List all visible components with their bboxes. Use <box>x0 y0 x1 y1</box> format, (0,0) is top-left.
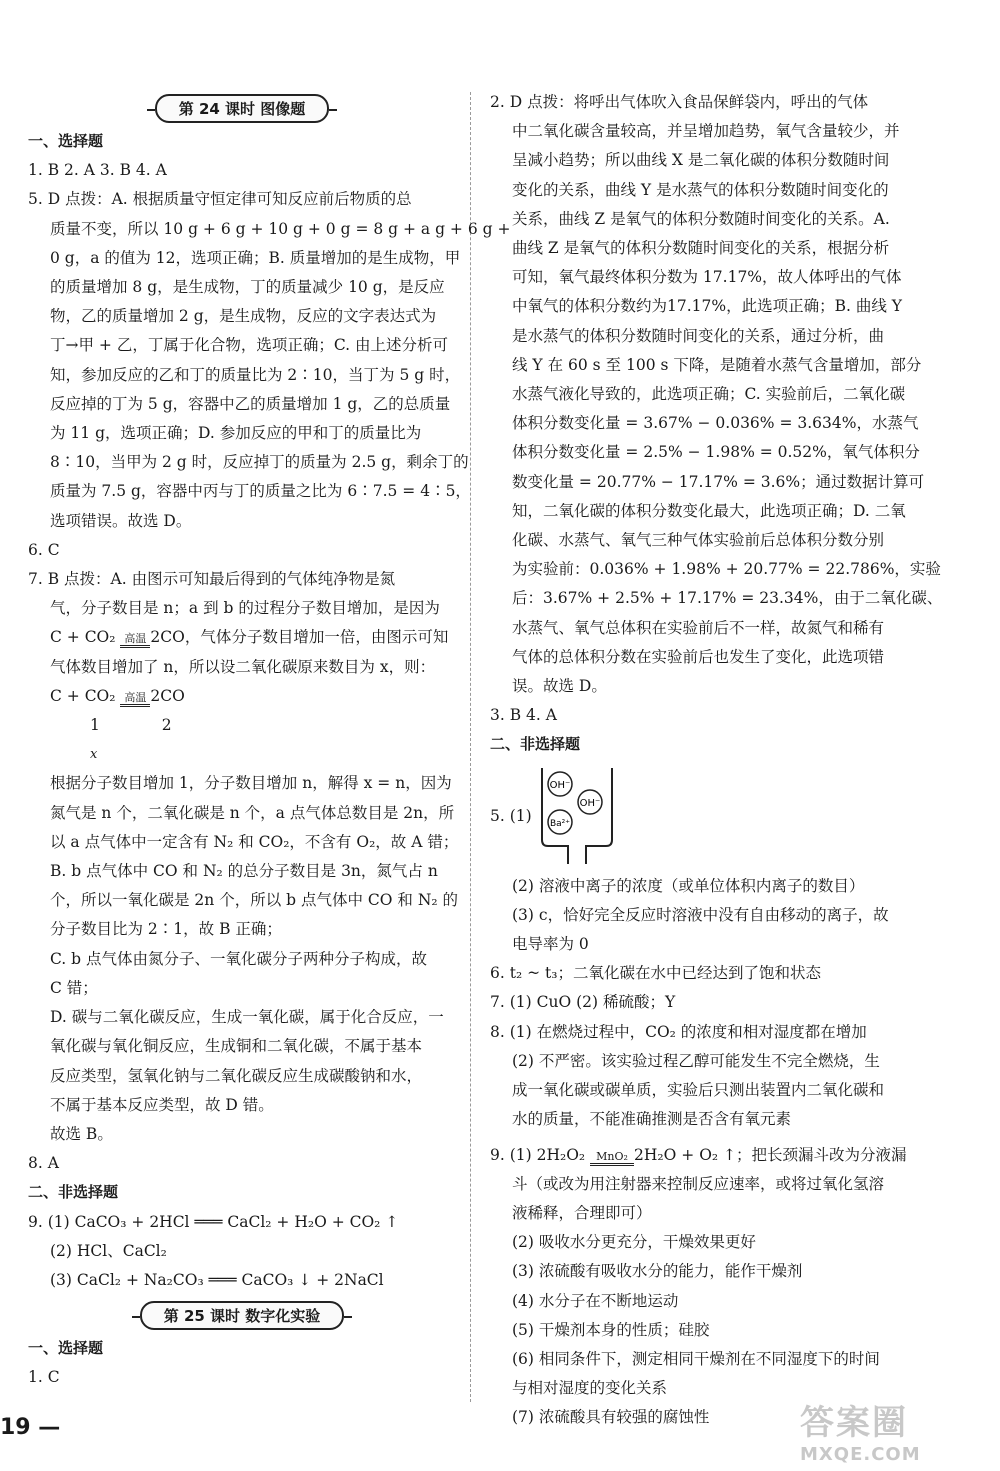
ratio-line <box>28 711 456 740</box>
q2-block <box>490 88 943 701</box>
q5-line: 5. D 点拨：A. 根据质量守恒定律可知反应前后物质的总 <box>28 190 412 209</box>
q9-line: (4) 水分子在不断地运动 <box>512 1291 679 1310</box>
q2-line: 2. D 点拨：将呼出气体吹入食品保鲜袋内，呼出的气体 <box>490 93 869 111</box>
reaction-condition <box>590 1149 634 1166</box>
q7-line: 故选 B。 <box>50 1124 113 1143</box>
equals-bar <box>590 1163 634 1166</box>
answer-line: 1. B 2. A 3. B 4. A <box>28 161 167 180</box>
equation-left: C + CO₂ <box>50 628 121 647</box>
right-column <box>490 88 943 1433</box>
q5-line: 电导率为 0 <box>512 935 589 954</box>
answer-line: 6. C <box>28 540 60 559</box>
q2-line: 中二氧化碳含量较高，并呈增加趋势，氧气含量较少，并 <box>512 122 900 141</box>
watermark-url: MXQE.COM <box>800 1444 921 1465</box>
q7-line: 分子数目比为 2∶1，故 B 正确； <box>50 920 282 939</box>
column-divider <box>470 92 471 1402</box>
equation-line <box>28 682 456 711</box>
q9-line: 与相对湿度的变化关系 <box>512 1379 668 1398</box>
equation-left: C + CO₂ <box>50 686 121 705</box>
q2-line: 中氧气的体积分数约为17.17%，此选项正确；B. 曲线 Y <box>512 297 903 316</box>
ratio-x-line <box>28 740 456 769</box>
q2-line: 知，二氧化碳的体积分数变化最大，此选项正确；D. 二氧 <box>512 501 906 520</box>
q7-block <box>28 565 459 1149</box>
q7-line: B. b 点气体中 CO 和 N₂ 的总分子数目是 3n，氮气占 n <box>50 862 438 881</box>
q9-line: 9. (1) CaCO₃ + 2HCl ═══ CaCl₂ + H₂O + CO₂ ↑ <box>28 1212 399 1231</box>
lesson-24-banner: 第 24 课时 图像题 <box>155 94 330 123</box>
q7-line: 7. (1) CuO (2) 稀硫酸；Y <box>490 993 676 1012</box>
q2-line: 水蒸气液化导致的，此选项正确；C. 实验前后，二氧化碳 <box>512 385 906 404</box>
equals-bar <box>120 645 150 648</box>
q7-line: C 错； <box>50 978 98 997</box>
q5-line: (2) 溶液中离子的浓度（或单位体积内离子的数目） <box>512 876 865 895</box>
q9-line: (2) 吸收水分更充分，干燥效果更好 <box>512 1233 756 1252</box>
ion-label-ba: Ba²⁺ <box>549 818 570 829</box>
q9-line: 液稀释，合理即可） <box>512 1203 652 1222</box>
q5-line: 物，乙的质量增加 2 g，是生成物，反应的文字表达式为 <box>50 307 437 326</box>
q9-line: (2) HCl、CaCl₂ <box>50 1241 167 1260</box>
q5-line: 知，参加反应的乙和丁的质量比为 2∶10，当丁为 5 g 时， <box>50 365 461 384</box>
q2-line: 曲线 Z 是氧气的体积分数随时间变化的关系，根据分析 <box>512 239 890 258</box>
ion-label-oh-1: OH⁻ <box>549 779 571 791</box>
q5-line: 质量为 7.5 g，容器中丙与丁的质量之比为 6∶7.5 = 4∶5， <box>50 482 471 501</box>
equals-bar <box>120 704 150 707</box>
condition-text: MnO₂ <box>596 1149 628 1163</box>
q5-line: 丁→甲 + 乙，丁属于化合物，选项正确；C. 由上述分析可 <box>50 336 448 355</box>
q5-block <box>28 185 511 535</box>
lesson-25-banner-wrap <box>28 1295 456 1334</box>
equation-right: 2H₂O + O₂ ↑；把长颈漏斗改为分液漏 <box>634 1145 907 1164</box>
reaction-condition <box>120 634 150 648</box>
q7-line: 氮气是 n 个，二氧化碳是 n 个，a 点气体总数目是 2n，所 <box>50 803 455 822</box>
q2-line: 变化的关系，曲线 Y 是水蒸气的体积分数随时间变化的 <box>512 180 889 199</box>
ratio-x: x <box>90 747 98 763</box>
equation-line <box>28 623 456 652</box>
lesson-25-banner: 第 25 课时 数字化实验 <box>140 1301 345 1330</box>
ratio-coef-2: 2 <box>161 716 172 735</box>
q2-line: 为实验前：0.036% + 1.98% + 20.77% = 22.786%，实验 <box>512 560 941 579</box>
q2-line: 后：3.67% + 2.5% + 17.17% = 23.34%，由于二氧化碳、 <box>512 589 943 608</box>
condition-text: 高温 <box>124 690 147 704</box>
section-heading: 二、非选择题 <box>490 735 581 754</box>
condition-text: 高温 <box>124 632 147 646</box>
q2-line: 气体的总体积分数在实验前后也发生了变化，此选项错 <box>512 647 885 666</box>
q8-line: 8. (1) 在燃烧过程中，CO₂ 的浓度和相对湿度都在增加 <box>490 1022 867 1041</box>
q9-line: (6) 相同条件下，测定相同干燥剂在不同湿度下的时间 <box>512 1349 880 1368</box>
section-heading: 一、选择题 <box>28 132 104 150</box>
q7-line: 以 a 点气体中一定含有 N₂ 和 CO₂，不含有 O₂，故 A 错； <box>50 832 459 851</box>
section-heading: 一、选择题 <box>28 1339 104 1358</box>
q9-line: (3) CaCl₂ + Na₂CO₃ ═══ CaCO₃ ↓ + 2NaCl <box>50 1270 384 1289</box>
q5-line: 选项错误。故选 D。 <box>50 511 192 530</box>
q7-line: 气体数目增加了 n，所以设二氧化碳原来数目为 x，则： <box>50 657 436 676</box>
q6-line: 6. t₂ ~ t₃；二氧化碳在水中已经达到了饱和状态 <box>490 964 821 983</box>
ratio-coef-1: 1 <box>90 716 100 735</box>
q5-diagram-row <box>490 760 922 872</box>
q2-line: 体积分数变化量 = 3.67% − 0.036% = 3.634%，水蒸气 <box>512 414 919 433</box>
q2-line: 化碳、水蒸气、氧气三种气体实验前后总体积分数分别 <box>512 531 885 550</box>
q7-line: 反应类型，氢氧化钠与二氧化碳反应生成碳酸钠和水， <box>50 1066 423 1085</box>
answer-line: 1. C <box>28 1368 60 1387</box>
q5-line: 0 g，a 的值为 12，选项正确；B. 质量增加的是生成物，甲 <box>50 248 461 267</box>
q9-line: (5) 干燥剂本身的性质；硅胶 <box>512 1320 710 1339</box>
q9-equation-line <box>490 1141 922 1170</box>
watermark <box>800 1395 990 1465</box>
q9-line: (7) 浓硫酸具有较强的腐蚀性 <box>512 1408 710 1427</box>
q7-line: 不属于基本反应类型，故 D 错。 <box>50 1095 274 1114</box>
lesson-24-banner-wrap <box>28 88 456 127</box>
q2-line: 关系，曲线 Z 是氧气的体积分数随时间变化的关系。A. <box>512 209 890 228</box>
reaction-condition <box>120 690 150 707</box>
beaker-ion-diagram <box>536 766 618 866</box>
q5-line: 质量不变，所以 10 g + 6 g + 10 g + 0 g = 8 g + a g + 6 g + <box>50 219 511 238</box>
q5-line: 反应掉的丁为 5 g，容器中乙的质量增加 1 g，乙的总质量 <box>50 394 451 413</box>
q8-line: 成一氧化碳或碳单质，实验后只测出装置内二氧化碳和 <box>512 1081 885 1100</box>
answer-line: 8. A <box>28 1154 59 1173</box>
q5-line: (3) c，恰好完全反应时溶液中没有自由移动的离子，故 <box>512 905 889 924</box>
q2-line: 数变化量 = 20.77% − 17.17% = 3.6%；通过数据计算可 <box>512 472 925 491</box>
q2-line: 是水蒸气的体积分数随时间变化的关系，通过分析，曲 <box>512 326 885 345</box>
q2-line: 呈减小趋势；所以曲线 X 是二氧化碳的体积分数随时间 <box>512 151 890 170</box>
q5-line: 为 11 g，选项正确；D. 参加反应的甲和丁的质量比为 <box>50 424 422 443</box>
q5-line: 8∶10，当甲为 2 g 时，反应掉丁的质量为 2.5 g，剩余丁的 <box>50 453 469 472</box>
q2-line: 体积分数变化量 = 2.5% − 1.98% = 0.52%，氧气体积分 <box>512 443 920 462</box>
q7-line: 个，所以一氧化碳是 2n 个，所以 b 点气体中 CO 和 N₂ 的 <box>50 891 459 910</box>
equation-right: 2CO <box>150 686 185 705</box>
q7-line: D. 碳与二氧化碳反应，生成一氧化碳，属于化合反应，一 <box>50 1008 444 1027</box>
q5-prefix: 5. (1) <box>490 806 532 825</box>
q8-line: (2) 不严密。该实验过程乙醇可能发生不完全燃烧，生 <box>512 1051 880 1070</box>
q2-line: 线 Y 在 60 s 至 100 s 下降，是随着水蒸气含量增加，部分 <box>512 355 922 374</box>
section-heading: 二、非选择题 <box>28 1183 119 1202</box>
answer-line: 3. B 4. A <box>490 706 557 725</box>
ion-label-oh-2: OH⁻ <box>579 797 601 809</box>
q9-line: (3) 浓硫酸有吸收水分的能力，能作干燥剂 <box>512 1262 803 1281</box>
page-number: 19 — <box>0 1415 61 1440</box>
equation-right: 2CO，气体分子数目增加一倍，由图示可知 <box>150 628 449 647</box>
watermark-logo-text: 答案圈 <box>800 1403 908 1443</box>
q7-line: 根据分子数目增加 1，分子数目增加 n，解得 x = n，因为 <box>50 774 452 793</box>
q7-line: 气，分子数目是 n；a 到 b 的过程分子数目增加，是因为 <box>50 599 440 618</box>
equation-left: 9. (1) 2H₂O₂ <box>490 1145 591 1164</box>
q2-line: 误。故选 D。 <box>512 677 607 696</box>
q8-line: 水的质量，不能准确推测是否含有氧元素 <box>512 1110 792 1129</box>
q2-line: 可知，氧气最终体积分数为 17.17%，故人体呼出的气体 <box>512 268 902 287</box>
q7-line: C. b 点气体由氮分子、一氧化碳分子两种分子构成，故 <box>50 949 428 968</box>
q7-line: 7. B 点拨：A. 由图示可知最后得到的气体纯净物是氮 <box>28 570 396 589</box>
q7-line: 氧化碳与氧化铜反应，生成铜和二氧化碳，不属于基本 <box>50 1037 423 1056</box>
q5-line: 的质量增加 8 g，是生成物，丁的质量减少 10 g，是反应 <box>50 278 445 297</box>
q9-line: 斗（或改为用注射器来控制反应速率，或将过氧化氢溶 <box>512 1174 885 1193</box>
q2-line: 水蒸气、氧气总体积在实验前后不一样，故氮气和稀有 <box>512 618 885 637</box>
